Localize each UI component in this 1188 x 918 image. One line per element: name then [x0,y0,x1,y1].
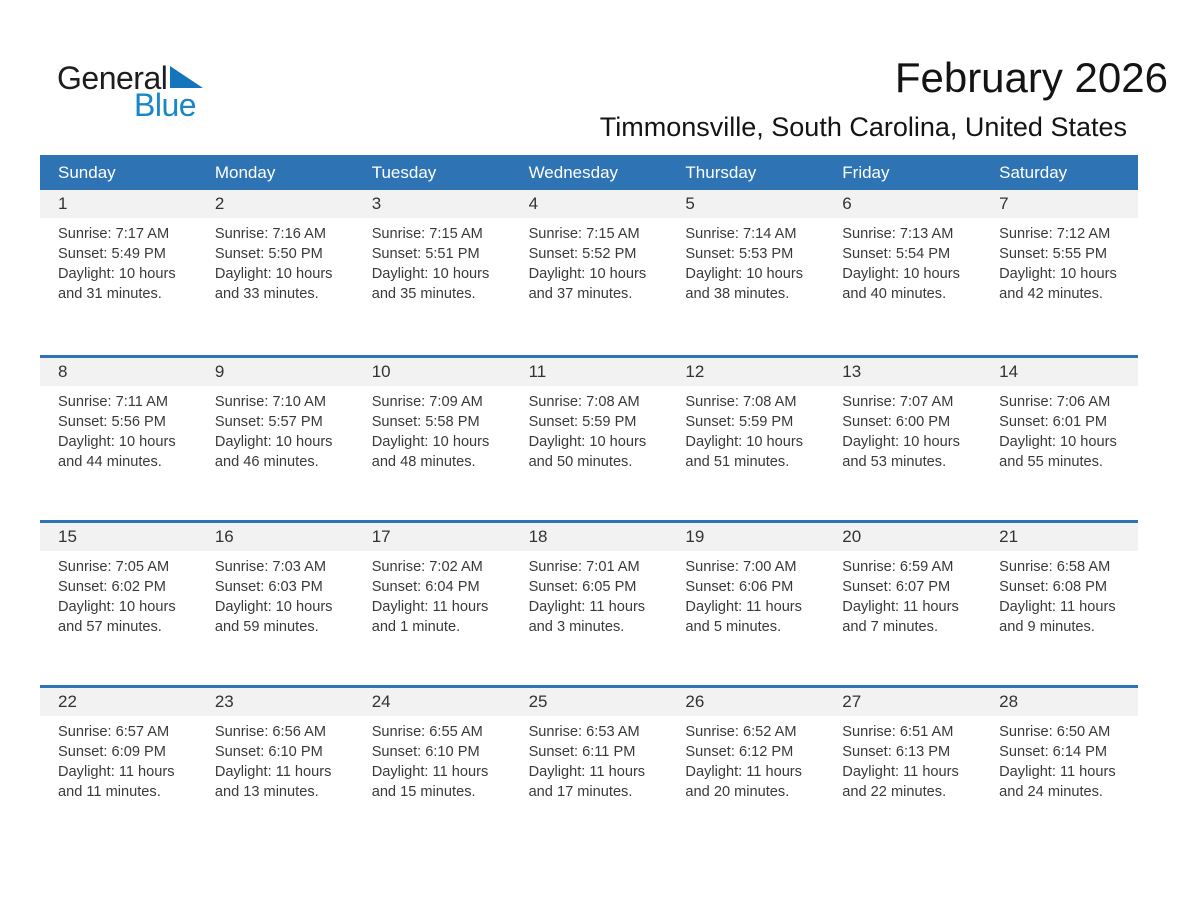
day-details [197,551,354,637]
day-number-band [354,523,511,551]
sunrise-text: Sunrise: 7:15 AM [528,226,640,242]
sunrise-text: Sunrise: 7:05 AM [58,559,170,575]
daylight-line1: Daylight: 10 hours [58,266,176,282]
daylight-line2: and 40 minutes. [842,286,947,302]
daylight-line2: and 20 minutes. [685,784,790,800]
sunset-text: Sunset: 6:04 PM [371,579,480,595]
day-number: 5 [685,194,695,213]
day-number-band [40,523,197,551]
day-number-band [354,688,511,716]
day-cell-20 [824,523,981,685]
day-number: 20 [842,527,862,546]
day-number-band [824,190,981,218]
day-number-band [511,190,668,218]
sunset-text: Sunset: 6:05 PM [528,579,637,595]
day-number: 3 [371,194,382,213]
day-number-band [40,688,197,716]
day-number: 8 [58,362,68,381]
daylight-line1: Daylight: 11 hours [999,599,1116,615]
day-number: 4 [528,194,539,213]
day-number: 11 [528,362,547,381]
daylight-line1: Daylight: 10 hours [842,266,960,282]
daylight-line1: Daylight: 11 hours [999,764,1116,780]
day-details [824,218,981,304]
day-number-band [667,358,824,386]
daylight-line1: Daylight: 11 hours [528,599,646,615]
sunset-text: Sunset: 6:14 PM [999,744,1108,760]
day-number: 15 [58,527,77,546]
sunrise-text: Sunrise: 7:16 AM [214,226,326,242]
daylight-line1: Daylight: 10 hours [999,266,1117,282]
sunrise-text: Sunrise: 7:08 AM [528,394,640,410]
day-details [981,716,1138,802]
sunrise-text: Sunrise: 6:56 AM [214,724,326,740]
sunrise-text: Sunrise: 7:11 AM [58,394,169,410]
day-number: 24 [371,692,391,711]
sunrise-text: Sunrise: 7:03 AM [214,559,326,575]
daylight-line2: and 53 minutes. [842,454,947,470]
daylight-line1: Daylight: 11 hours [58,764,175,780]
sunset-text: Sunset: 6:06 PM [685,579,794,595]
daylight-line1: Daylight: 10 hours [528,434,647,450]
daylight-line1: Daylight: 10 hours [999,434,1117,450]
day-cell-21 [981,523,1138,685]
general-blue-logo [57,60,217,123]
daylight-line1: Daylight: 10 hours [214,599,333,615]
day-number: 27 [842,692,862,711]
calendar-table [40,155,1138,850]
sunset-text: Sunset: 5:59 PM [685,414,794,430]
day-number: 16 [214,527,234,546]
week-row-4 [40,685,1138,850]
day-number: 2 [214,194,225,213]
day-number: 21 [999,527,1019,546]
day-number: 10 [371,362,391,381]
day-cell-27 [824,688,981,850]
day-number-band [197,358,354,386]
sunset-text: Sunset: 5:58 PM [371,414,480,430]
day-details [667,551,824,637]
sunrise-text: Sunrise: 6:58 AM [999,559,1111,575]
daylight-line1: Daylight: 10 hours [214,266,333,282]
day-number: 1 [58,194,68,213]
sunset-text: Sunset: 5:49 PM [58,246,166,262]
daylight-line2: and 15 minutes. [371,784,476,800]
sunset-text: Sunset: 6:08 PM [999,579,1108,595]
sunrise-text: Sunrise: 6:55 AM [371,724,483,740]
day-number: 18 [528,527,548,546]
day-cell-7 [981,190,1138,355]
sunset-text: Sunset: 6:01 PM [999,414,1108,430]
daylight-line2: and 57 minutes. [58,619,162,635]
day-number-band [824,523,981,551]
day-cell-10 [354,358,511,520]
daylight-line1: Daylight: 10 hours [842,434,960,450]
day-number-band [511,688,668,716]
daylight-line1: Daylight: 10 hours [371,266,490,282]
day-details [197,386,354,472]
day-details [354,386,511,472]
sunset-text: Sunset: 5:54 PM [842,246,951,262]
day-cell-24 [354,688,511,850]
daylight-line2: and 37 minutes. [528,286,633,302]
sunrise-text: Sunrise: 7:10 AM [214,394,326,410]
sunset-text: Sunset: 6:12 PM [685,744,794,760]
daylight-line1: Daylight: 11 hours [842,764,959,780]
weekday-wednesday: Wednesday [528,162,619,182]
week-row-1 [40,190,1138,355]
daylight-line2: and 13 minutes. [214,784,319,800]
sunrise-text: Sunrise: 7:13 AM [842,226,954,242]
sunrise-text: Sunrise: 7:07 AM [842,394,954,410]
daylight-line1: Daylight: 11 hours [214,764,332,780]
daylight-line1: Daylight: 11 hours [371,599,489,615]
weekday-header-row [40,155,1138,190]
daylight-line2: and 35 minutes. [371,286,476,302]
logo-text-general: General [57,60,168,96]
day-cell-17 [354,523,511,685]
daylight-line2: and 17 minutes. [528,784,633,800]
daylight-line1: Daylight: 11 hours [685,599,802,615]
daylight-line1: Daylight: 10 hours [58,599,176,615]
day-cell-14 [981,358,1138,520]
sunrise-text: Sunrise: 7:02 AM [371,559,483,575]
weekday-sunday: Sunday [58,162,116,182]
day-cell-13 [824,358,981,520]
daylight-line2: and 7 minutes. [842,619,939,635]
day-number-band [197,688,354,716]
day-details [354,218,511,304]
day-cell-15 [40,523,197,685]
day-number-band [511,523,668,551]
day-details [40,218,197,304]
weekday-thursday: Thursday [685,162,757,182]
daylight-line2: and 5 minutes. [685,619,782,635]
day-number: 9 [214,362,225,381]
day-number-band [40,358,197,386]
sunset-text: Sunset: 6:09 PM [58,744,166,760]
week-row-3 [40,520,1138,685]
day-number: 23 [214,692,234,711]
daylight-line1: Daylight: 10 hours [528,266,647,282]
day-number-band [981,358,1138,386]
daylight-line1: Daylight: 11 hours [371,764,489,780]
sunrise-text: Sunrise: 7:17 AM [58,226,170,242]
sunrise-text: Sunrise: 7:08 AM [685,394,797,410]
daylight-line2: and 24 minutes. [999,784,1103,800]
sunset-text: Sunset: 5:59 PM [528,414,637,430]
weekday-saturday: Saturday [999,162,1068,182]
sunrise-text: Sunrise: 7:15 AM [371,226,483,242]
day-number-band [824,688,981,716]
day-cell-2 [197,190,354,355]
daylight-line2: and 48 minutes. [371,454,476,470]
sunset-text: Sunset: 6:11 PM [528,744,636,760]
sunset-text: Sunset: 5:56 PM [58,414,166,430]
sunrise-text: Sunrise: 6:57 AM [58,724,170,740]
day-cell-6 [824,190,981,355]
sunset-text: Sunset: 6:02 PM [58,579,166,595]
week-row-2 [40,355,1138,520]
daylight-line2: and 11 minutes. [58,784,161,800]
daylight-line2: and 33 minutes. [214,286,319,302]
day-details [354,551,511,637]
sunset-text: Sunset: 6:07 PM [842,579,951,595]
day-number: 6 [842,194,852,213]
daylight-line1: Daylight: 11 hours [528,764,646,780]
daylight-line2: and 46 minutes. [214,454,319,470]
sunrise-text: Sunrise: 6:59 AM [842,559,954,575]
day-details [197,716,354,802]
day-details [667,218,824,304]
day-number: 17 [371,527,391,546]
day-details [354,716,511,802]
sunrise-text: Sunrise: 6:53 AM [528,724,640,740]
day-cell-11 [511,358,668,520]
daylight-line1: Daylight: 10 hours [685,434,804,450]
day-details [511,218,668,304]
day-details [667,716,824,802]
day-cell-1 [40,190,197,355]
day-number: 28 [999,692,1019,711]
sunrise-text: Sunrise: 6:52 AM [685,724,797,740]
day-details [40,716,197,802]
day-number-band [511,358,668,386]
daylight-line1: Daylight: 10 hours [58,434,176,450]
day-number-band [354,358,511,386]
sunrise-text: Sunrise: 7:09 AM [371,394,483,410]
daylight-line1: Daylight: 11 hours [842,599,959,615]
day-details [824,716,981,802]
day-details [667,386,824,472]
day-cell-23 [197,688,354,850]
sunset-text: Sunset: 5:51 PM [371,246,480,262]
logo-text-blue: Blue [134,87,197,123]
daylight-line2: and 55 minutes. [999,454,1103,470]
daylight-line1: Daylight: 10 hours [685,266,804,282]
sunrise-text: Sunrise: 7:01 AM [528,559,640,575]
sunset-text: Sunset: 5:50 PM [214,246,323,262]
day-cell-22 [40,688,197,850]
day-details [981,551,1138,637]
daylight-line2: and 31 minutes. [58,286,162,302]
daylight-line2: and 22 minutes. [842,784,947,800]
calendar-header [599,54,1168,143]
daylight-line2: and 3 minutes. [528,619,625,635]
sunset-text: Sunset: 6:13 PM [842,744,951,760]
daylight-line1: Daylight: 10 hours [371,434,490,450]
day-cell-4 [511,190,668,355]
sunrise-text: Sunrise: 6:50 AM [999,724,1111,740]
daylight-line2: and 42 minutes. [999,286,1103,302]
day-details [981,386,1138,472]
daylight-line2: and 9 minutes. [999,619,1095,635]
day-details [511,716,668,802]
day-number: 26 [685,692,705,711]
sunset-text: Sunset: 6:10 PM [371,744,480,760]
day-number-band [667,190,824,218]
day-details [981,218,1138,304]
sunset-text: Sunset: 5:53 PM [685,246,794,262]
daylight-line2: and 38 minutes. [685,286,790,302]
sunrise-text: Sunrise: 7:12 AM [999,226,1111,242]
day-number: 13 [842,362,862,381]
day-number-band [40,190,197,218]
day-number-band [197,523,354,551]
daylight-line2: and 44 minutes. [58,454,162,470]
day-cell-18 [511,523,668,685]
day-cell-12 [667,358,824,520]
day-cell-26 [667,688,824,850]
day-number-band [981,190,1138,218]
day-number-band [824,358,981,386]
day-number: 12 [685,362,705,381]
sunrise-text: Sunrise: 7:06 AM [999,394,1111,410]
day-details [197,218,354,304]
sunset-text: Sunset: 5:52 PM [528,246,637,262]
day-details [511,386,668,472]
day-cell-28 [981,688,1138,850]
weekday-tuesday: Tuesday [371,162,437,182]
day-cell-16 [197,523,354,685]
day-cell-9 [197,358,354,520]
sunrise-text: Sunrise: 7:14 AM [685,226,797,242]
day-number-band [981,523,1138,551]
month-year-title: February 2026 [894,54,1168,101]
day-details [40,386,197,472]
day-number-band [354,190,511,218]
day-cell-8 [40,358,197,520]
weekday-friday: Friday [842,162,890,182]
daylight-line2: and 1 minute. [371,619,461,635]
day-details [824,386,981,472]
day-cell-3 [354,190,511,355]
weekday-monday: Monday [214,162,276,182]
day-number: 14 [999,362,1019,381]
sunrise-text: Sunrise: 6:51 AM [842,724,954,740]
sunset-text: Sunset: 5:57 PM [214,414,323,430]
daylight-line1: Daylight: 11 hours [685,764,802,780]
day-number: 25 [528,692,548,711]
daylight-line2: and 50 minutes. [528,454,633,470]
logo-triangle-icon [170,66,203,88]
day-number-band [981,688,1138,716]
day-cell-5 [667,190,824,355]
day-number-band [667,523,824,551]
day-number-band [667,688,824,716]
day-number: 22 [58,692,77,711]
day-details [511,551,668,637]
sunset-text: Sunset: 6:00 PM [842,414,951,430]
daylight-line2: and 51 minutes. [685,454,790,470]
daylight-line1: Daylight: 10 hours [214,434,333,450]
daylight-line2: and 59 minutes. [214,619,319,635]
day-details [824,551,981,637]
day-cell-25 [511,688,668,850]
sunrise-text: Sunrise: 7:00 AM [685,559,797,575]
sunset-text: Sunset: 5:55 PM [999,246,1108,262]
sunset-text: Sunset: 6:03 PM [214,579,323,595]
day-cell-19 [667,523,824,685]
day-number-band [197,190,354,218]
day-number: 19 [685,527,705,546]
day-number: 7 [999,194,1009,213]
day-details [40,551,197,637]
sunset-text: Sunset: 6:10 PM [214,744,323,760]
location-subtitle: Timmonsville, South Carolina, United States [599,112,1127,142]
